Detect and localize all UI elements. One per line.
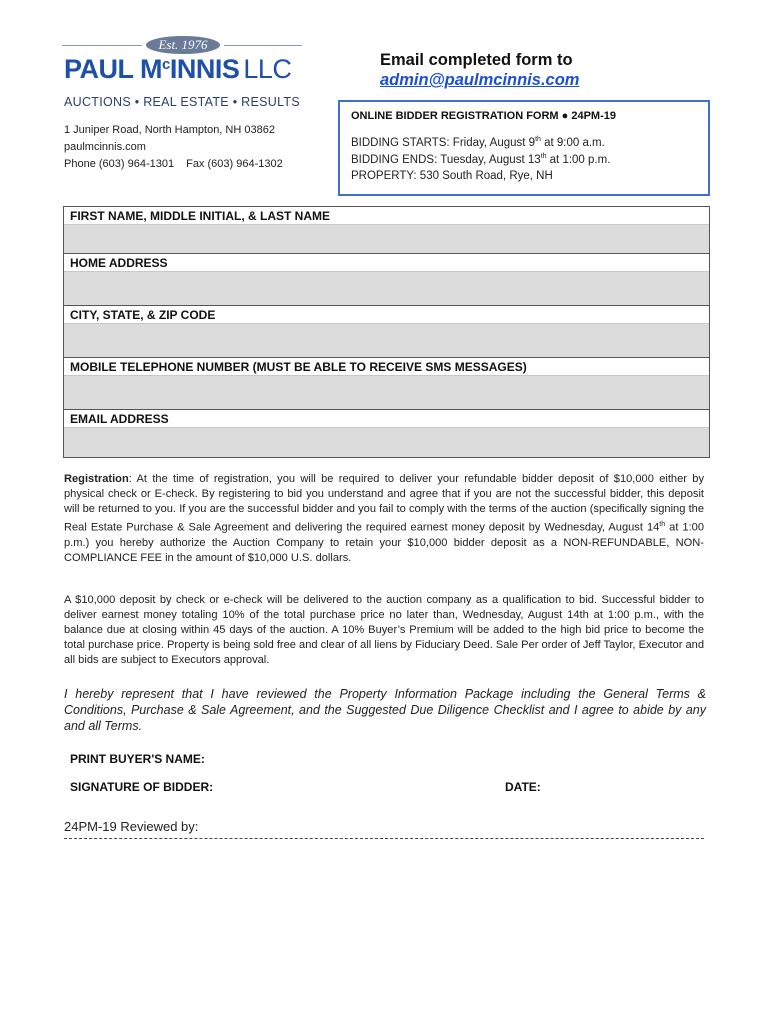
- field-home-address: [64, 254, 709, 306]
- city-state-zip-input[interactable]: [64, 323, 709, 357]
- contact-address: 1 Juniper Road, North Hampton, NH 03862: [64, 124, 275, 136]
- field-mobile-phone: [64, 358, 709, 410]
- registration-fields: [63, 206, 710, 458]
- field-label: EMAIL ADDRESS: [70, 412, 169, 426]
- contact-phones: [64, 156, 283, 173]
- representation-statement: I hereby represent that I have reviewed the Property Information Package including the General Terms & Conditions, Purchase & Sale Agreement, and the Suggested Due Diligence Checklist and I agree to abide by any and all Terms.: [64, 687, 706, 733]
- logo-rule-left: [62, 45, 142, 46]
- dashed-divider: [64, 838, 704, 839]
- field-email: [64, 410, 709, 457]
- deposit-terms: A $10,000 deposit by check or e-check will be delivered to the auction company as a qualification to bid. Successful bidder to deliver earnest money totaling 10% of the total purchase price no later than, Wednesday, August 14th at 1:00 p.m., with the balance due at closing within 45 days of the auction. A 10% Buyer’s Premium will be added to the high bid price to become the total purchase price. Property is being sold free and clear of all liens by Fiduciary Deed. Sale Per order of Jeff Taylor, Executor and all bids are subject to Executors approval.: [64, 594, 704, 666]
- logo-tagline: AUCTIONS • REAL ESTATE • RESULTS: [64, 95, 300, 109]
- contact-info: [64, 122, 283, 173]
- reviewed-by-label: 24PM-19 Reviewed by:: [64, 819, 199, 834]
- field-label: HOME ADDRESS: [70, 256, 168, 270]
- logo-rule-right: [224, 45, 302, 46]
- bidding-ends: BIDDING ENDS: Tuesday, August 13th at 1:00 p.m.: [351, 153, 611, 166]
- email-link[interactable]: admin@paulmcinnis.com: [380, 71, 580, 89]
- print-buyer-name-label: PRINT BUYER'S NAME:: [70, 752, 205, 766]
- contact-fax: Fax (603) 964-1302: [186, 158, 283, 170]
- field-label: FIRST NAME, MIDDLE INITIAL, & LAST NAME: [70, 209, 330, 223]
- registration-terms: Registration: At the time of registration, you will be required to deliver your refundable bidder deposit of $10,000 either by physical check or E-check. By registering to bid you understand and agree that if you are not the successful bidder, this deposit will be returned to you. If you are the successful bidder and you fail to comply with the terms of the auction (specifically signing the Real Estate Purchase & Sale Agreement and delivering the required earnest money deposit by Wednesday, August 14th at 1:00 p.m.) you hereby authorize the Auction Company to retain your $10,000 bidder deposit as a NON-REFUNDABLE, NON-COMPLIANCE FEE in the amount of $10,000 U.S. dollars.: [64, 473, 704, 564]
- property-address: PROPERTY: 530 South Road, Rye, NH: [351, 170, 553, 182]
- logo-est-badge: Est. 1976: [146, 36, 220, 54]
- full-name-input[interactable]: [64, 224, 709, 253]
- field-full-name: [64, 207, 709, 254]
- field-city-state-zip: [64, 306, 709, 358]
- registration-info-box: [338, 100, 710, 196]
- contact-website: paulmcinnis.com: [64, 141, 146, 153]
- email-instructions: [380, 50, 579, 90]
- mobile-phone-input[interactable]: [64, 375, 709, 409]
- signature-label: SIGNATURE OF BIDDER:: [70, 780, 214, 794]
- email-input[interactable]: [64, 427, 709, 457]
- email-instructions-text: Email completed form to: [380, 51, 573, 69]
- contact-phone: Phone (603) 964-1301: [64, 158, 175, 170]
- field-label: CITY, STATE, & ZIP CODE: [70, 308, 216, 322]
- logo-company-name: PAUL $M^cINNIS$ LLC: [64, 54, 292, 84]
- home-address-input[interactable]: [64, 271, 709, 305]
- registration-form-title: ONLINE BIDDER REGISTRATION FORM ● 24PM-19: [351, 110, 616, 122]
- bidding-starts: BIDDING STARTS: Friday, August 9th at 9:00 a.m.: [351, 136, 605, 149]
- company-logo: [62, 36, 302, 114]
- date-label: DATE:: [505, 780, 541, 794]
- field-label: MOBILE TELEPHONE NUMBER (MUST BE ABLE TO RECEIVE SMS MESSAGES): [70, 360, 527, 374]
